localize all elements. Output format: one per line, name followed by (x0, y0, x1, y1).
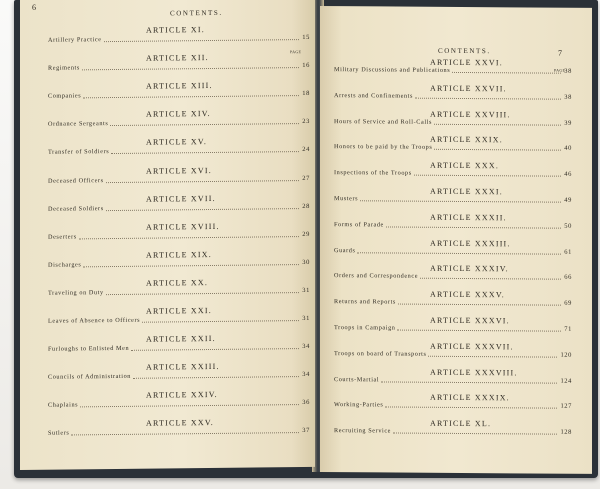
entry-title: Hours of Service and Roll-Calls (334, 117, 432, 126)
entry-title: Chaplains (48, 401, 79, 410)
entry-page-number: 34 (302, 371, 310, 379)
article-heading: ARTICLE XXXIII. (430, 238, 511, 248)
article-heading: ARTICLE XXI. (146, 305, 212, 316)
toc-entry (48, 231, 310, 241)
page-column-header: PAGE (290, 49, 302, 55)
entry-page-number: 127 (560, 403, 572, 411)
dot-leader (133, 371, 299, 379)
toc-entry (334, 401, 572, 410)
entry-title: Deserters (48, 233, 77, 241)
entry-title: Military Discussions and Publications (334, 66, 451, 74)
dot-leader (80, 399, 299, 407)
toc-entry (334, 350, 572, 359)
toc-entry (334, 66, 572, 75)
toc-entry (48, 287, 310, 297)
page-number: 7 (558, 48, 563, 58)
entry-title: Returns and Reports (334, 298, 396, 306)
article-heading: ARTICLE XXVIII. (430, 109, 511, 119)
toc-entry (48, 174, 310, 184)
dot-leader (142, 315, 299, 323)
entry-page-number: 31 (302, 286, 310, 294)
entry-title: Courts-Martial (334, 375, 380, 384)
entry-title: Councils of Administration (48, 373, 131, 381)
entry-page-number: 29 (302, 230, 310, 238)
dot-leader (106, 175, 300, 183)
toc-entry (334, 118, 572, 127)
dot-leader (434, 118, 561, 125)
toc-entry (48, 62, 310, 72)
article-heading: ARTICLE XII. (146, 53, 209, 63)
right-page (320, 6, 592, 474)
article-heading: ARTICLE XXXIX. (430, 393, 510, 403)
entry-page-number: 27 (302, 174, 310, 182)
article-heading: ARTICLE XIV. (146, 109, 211, 119)
dot-leader (111, 146, 299, 154)
entry-page-number: 16 (302, 62, 310, 70)
article-heading: ARTICLE XVI. (146, 165, 212, 176)
dot-leader (393, 428, 557, 435)
entry-title: Furloughs to Enlisted Men (48, 344, 130, 353)
entry-page-number: 18 (302, 90, 310, 98)
entry-page-number: 38 (564, 93, 572, 101)
toc-entry (48, 259, 310, 269)
article-heading: ARTICLE XXXII. (430, 212, 507, 223)
toc-entry (48, 315, 310, 325)
toc-entry (334, 376, 572, 385)
toc-entry (334, 92, 572, 101)
entry-page-number: 66 (564, 274, 572, 282)
entry-page-number: 120 (560, 351, 572, 359)
toc-entry (334, 247, 572, 256)
dot-leader (79, 231, 300, 239)
entry-title: Honors to be paid by the Troops (334, 143, 433, 152)
article-heading: ARTICLE XV. (146, 137, 208, 148)
article-heading: ARTICLE XXII. (146, 334, 216, 344)
dot-leader (83, 90, 299, 98)
entry-title: Deceased Soldiers (48, 204, 104, 213)
article-heading: ARTICLE XXXVI. (430, 315, 510, 326)
entry-page-number: 39 (564, 119, 572, 127)
entry-title: Companies (48, 92, 82, 100)
entry-page-number: 24 (302, 146, 310, 154)
article-heading: ARTICLE XXVI. (430, 57, 503, 68)
entry-page-number: 28 (302, 202, 310, 210)
entry-page-number: 15 (302, 33, 310, 42)
toc-entry (48, 427, 310, 437)
entry-title: Artillery Practice (48, 36, 102, 44)
dot-leader (434, 144, 561, 151)
toc-entry (334, 195, 572, 204)
entry-page-number: 40 (564, 145, 572, 153)
dot-leader (131, 343, 299, 351)
toc-entry (48, 146, 310, 156)
entry-title: Ordnance Sergeants (48, 120, 109, 129)
entry-title: Traveling on Duty (48, 289, 104, 297)
page-column-header: PAGE (554, 67, 566, 73)
toc-entry (48, 34, 310, 44)
contents-heading: CONTENTS. (170, 8, 223, 18)
dot-leader (357, 247, 561, 254)
dot-leader (386, 221, 561, 228)
toc-entry (48, 118, 310, 128)
dot-leader (71, 427, 299, 435)
entry-title: Guards (334, 246, 356, 254)
dot-leader (452, 67, 561, 74)
article-heading: ARTICLE XIII. (146, 81, 213, 91)
toc-entry (48, 203, 310, 213)
article-heading: ARTICLE XIX. (146, 249, 212, 260)
entry-page-number: 23 (302, 118, 310, 126)
entry-title: Arrests and Confinements (334, 91, 414, 100)
dot-leader (385, 402, 557, 409)
dot-leader (398, 299, 561, 306)
article-heading: ARTICLE XVIII. (146, 221, 220, 232)
entry-page-number: 128 (560, 428, 572, 436)
article-heading: ARTICLE XXXI. (430, 186, 503, 197)
dot-leader (360, 195, 561, 202)
entry-title: Regiments (48, 64, 80, 72)
entry-title: Sutlers (48, 429, 70, 438)
toc-entry (334, 298, 572, 307)
entry-title: Troops in Campaign (334, 324, 396, 332)
article-heading: ARTICLE XVII. (146, 193, 216, 204)
article-heading: ARTICLE XXXVII. (430, 341, 514, 352)
dot-leader (381, 376, 557, 383)
entry-page-number: 69 (564, 299, 572, 307)
article-heading: ARTICLE XL. (430, 418, 492, 429)
dot-leader (397, 325, 561, 332)
entry-title: Leaves of Absence to Officers (48, 316, 141, 325)
toc-entry (334, 221, 572, 230)
entry-page-number: 30 (302, 258, 310, 266)
entry-page-number: 38 (564, 67, 572, 75)
entry-page-number: 71 (564, 325, 572, 333)
dot-leader (420, 273, 561, 280)
dot-leader (106, 287, 300, 295)
toc-entry (48, 343, 310, 353)
contents-heading: CONTENTS. (438, 46, 491, 56)
article-heading: ARTICLE XXXIV. (430, 264, 509, 274)
article-heading: ARTICLE XXIII. (146, 362, 220, 372)
entry-page-number: 49 (564, 196, 572, 204)
entry-title: Working-Parties (334, 401, 384, 409)
entry-title: Recruiting Service (334, 427, 392, 435)
entry-title: Inspections of the Troops (334, 169, 412, 177)
entry-title: Transfer of Soldiers (48, 148, 110, 157)
entry-page-number: 34 (302, 343, 310, 351)
article-heading: ARTICLE XXX. (430, 160, 500, 171)
toc-entry (48, 399, 310, 409)
toc-entry (334, 169, 572, 178)
dot-leader (83, 259, 299, 267)
toc-entry (334, 143, 572, 152)
dot-leader (106, 203, 300, 211)
entry-page-number: 61 (564, 248, 572, 256)
dot-leader (104, 34, 300, 42)
left-page (20, 0, 315, 470)
entry-title: Deceased Officers (48, 176, 104, 185)
article-heading: ARTICLE XXXVIII. (430, 367, 518, 377)
entry-page-number: 36 (302, 399, 310, 407)
entry-title: Musters (334, 195, 359, 203)
entry-title: Forms of Parade (334, 220, 384, 229)
toc-entry (48, 90, 310, 100)
entry-page-number: 46 (564, 170, 572, 178)
dot-leader (110, 118, 299, 126)
entry-title: Discharges (48, 261, 82, 269)
entry-title: Orders and Correspondence (334, 272, 419, 281)
entry-title: Troops on board of Transports (334, 349, 427, 358)
dot-leader (82, 62, 299, 70)
entry-page-number: 31 (302, 314, 310, 323)
dot-leader (415, 92, 561, 99)
page-number: 6 (32, 2, 37, 12)
toc-entry (334, 324, 572, 333)
dot-leader (414, 170, 562, 177)
entry-page-number: 50 (564, 222, 572, 230)
article-heading: ARTICLE XXIV. (146, 390, 218, 400)
toc-entry (334, 427, 572, 436)
article-heading: ARTICLE XXVII. (430, 83, 507, 94)
article-heading: ARTICLE XI. (146, 25, 205, 35)
article-heading: ARTICLE XX. (146, 277, 209, 288)
article-heading: ARTICLE XXV. (146, 418, 214, 429)
article-heading: ARTICLE XXIX. (430, 135, 503, 145)
toc-entry (48, 371, 310, 381)
entry-page-number: 37 (302, 427, 310, 435)
entry-page-number: 124 (560, 377, 572, 385)
toc-entry (334, 272, 572, 281)
dot-leader (428, 351, 557, 358)
article-heading: ARTICLE XXXV. (430, 289, 505, 300)
